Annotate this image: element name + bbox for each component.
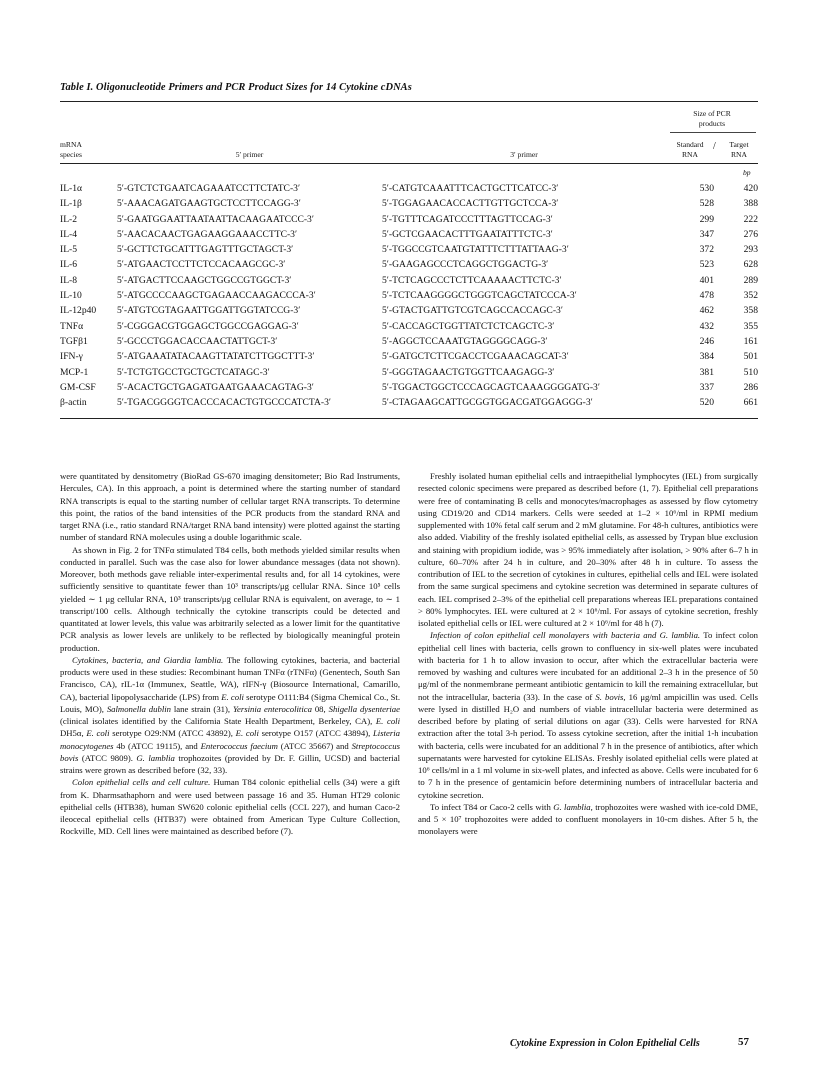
text-run: were quantitated by densitometry (BioRad GS-670 imaging densitometer; Bio Rad Instruments, Hercules, CA). In this approach, a point is determined where the starting number of standard RNA transcripts is equal to the starting number of cellular target RNA transcripts. To determine this point, the ratios of the band intensities of the PCR products from the standard RNA and target RNA (i.e., ratio standard RNA/target RNA band intensity) were plotted against the starting number of standard RNA molecules using a double logarithmic scale.	[60, 471, 400, 543]
target-rna-cell: 293	[743, 244, 758, 256]
standard-rna-cell: 462	[699, 305, 714, 317]
header-mrna: mRNA species	[60, 140, 82, 159]
standard-rna-cell: 478	[699, 290, 714, 302]
primer3-cell: 5′-AGGCTCCAAATGTAGGGGCAGG-3′	[382, 335, 548, 347]
target-rna-cell: 355	[743, 320, 758, 332]
italic-text: Enterococcus faecium	[200, 740, 278, 751]
text-run: To infect colon epithelial cell lines with bacteria, cells grown to confluency in six-well plates were incubated with bacteria for 1 h to allow invasion to occur, after which the extracellular bacteria were removed by washing and cultures were incubated for an additional 2–3 h in the presence of 50 μg/ml of the nonmembrane permeant antibiotic gentamicin to kill the remaining extracellular, but not the intracellular, bacteria (33). In the case of	[418, 630, 759, 702]
paragraph	[60, 470, 400, 544]
italic-text: Cytokines, bacteria, and Giardia lamblia.	[72, 654, 224, 665]
target-rna-cell: 161	[743, 335, 758, 347]
standard-rna-cell: 299	[699, 213, 714, 225]
text-run: The following cytokines, bacteria, and bacterial products were used in these studies: Recombinant human TNFα (rTNFα) (Genentech, South San Francisco, CA), rIL-1α (Immunex, Seattle, WA), rIFN-γ (Biosource International, Camarillo, CA), bacterial lipopolysaccharide (LPS) from	[60, 654, 400, 702]
text-run: serotype O111:B4 (Sigma Chemical Co., St. Louis, MO),	[60, 691, 400, 714]
text-run: Human T84 colonic epithelial cells (34) were a gift from K. Dharmsathaphorn and were used between passage 16 and 35. Human HT29 colonic epithelial cells (HTB38), human SW620 colonic epithelial cells (CCL 227), and human Caco-2 ileocecal epithelial cells (HTB37) were obtained from American Type Culture Collection, Rockville, MD. Cell lines were maintained as described before (7).	[60, 777, 400, 837]
primer3-cell: 5′-CTAGAAGCATTGCGGTGGACGATGGAGGG-3′	[382, 397, 593, 409]
gene-cell: IL-2	[60, 213, 78, 225]
table-row	[60, 212, 758, 227]
gene-cell: IL-6	[60, 259, 78, 271]
primer5-cell: 5′-GTCTCTGAATCAGAAATCCTTCTATC-3′	[117, 183, 301, 194]
primer5-cell: 5′-CGGGACGTGGAGCTGGCCGAGGAG-3′	[117, 320, 299, 332]
primer3-cell: 5′-CACCAGCTGGTTATCTCTCAGCTC-3′	[382, 320, 555, 332]
target-rna-cell: 628	[743, 259, 758, 271]
primer3-cell: 5′-TGGCCGTCAATGTATTTCTTTATTAAG-3′	[382, 244, 569, 256]
text-run: lane strain (31),	[171, 703, 233, 714]
primer5-cell: 5′-AAACAGATGAAGTGCTCCTTCCAGG-3′	[117, 198, 301, 210]
primer5-cell: 5′-TGACGGGGTCACCCACACTGTGCCCATCTA-3′	[117, 397, 331, 409]
target-rna-cell: 286	[743, 381, 758, 393]
italic-text: E. coli	[86, 728, 110, 739]
primer3-cell: 5′-TCTCAAGGGGCTGGGTCAGCTATCCCA-3′	[382, 290, 577, 302]
text-run: serotype O157 (ATCC 43894),	[258, 728, 373, 739]
table-top-rule	[60, 101, 758, 102]
header-standard-rna: Standard RNA	[676, 140, 704, 159]
primer5-cell: 5′-ACACTGCTGAGATGAATGAAACAGTAG-3′	[117, 381, 314, 393]
table-row	[60, 334, 758, 349]
table-row	[60, 227, 758, 242]
standard-rna-cell: 432	[699, 320, 714, 332]
paragraph	[60, 544, 400, 654]
primer3-cell: 5′-GTACTGATTGTCGTCAGCCACCAGC-3′	[382, 305, 563, 317]
gene-cell: IFN-γ	[60, 351, 83, 363]
gene-cell: IL-4	[60, 228, 78, 240]
gene-cell: IL-8	[60, 274, 78, 286]
text-run: (ATCC 9809).	[78, 752, 137, 763]
primer3-cell: 5′-TGGAGAACACCACTTGTTGCTCCA-3′	[382, 198, 559, 210]
header-size-group: Size of PCR products	[693, 109, 731, 128]
target-rna-cell: 289	[743, 274, 758, 286]
italic-text: S. bovis	[595, 691, 624, 702]
running-title: Cytokine Expression in Colon Epithelial Cells	[510, 1038, 700, 1049]
primer3-cell: 5′-GGGTAGAACTGTGGTTCAAGAGG-3′	[382, 366, 555, 378]
header-5-primer: 5′ primer	[235, 150, 264, 159]
unit-bp: bp	[743, 168, 751, 177]
standard-rna-cell: 523	[699, 259, 714, 271]
primer5-cell: 5′-GCCCTGGACACCAACTATTGCT-3′	[117, 335, 278, 347]
italic-text: Yersinia enterocolitica	[232, 703, 312, 714]
italic-text: Listeria monocytogenes	[60, 728, 400, 751]
text-run: As shown in Fig. 2 for TNFα stimulated T84 cells, both methods yielded similar results when conducted in parallel. Such was the case also for lower abundance messages (data not shown). Moreover, both methods gave reliable inter-experimental results and, for all 14 cytokines, were sufficiently sensitive to quantitate fewer than 10³ transcripts/μg cellular RNA. Since 10⁵ cells yielded ∼ 1 μg cellular RNA, 10³ transcripts/μg cellular RNA is equivalent, on average, to ∼ 1 transcript/100 cells. Although technically the cytokine transcripts could be detected and quantitated at lower levels, this value was arbitrarily selected as a lower limit for the quantitative PCR analysis as lower levels are unlikely to be reflected by biologically meaningful protein production.	[60, 544, 400, 653]
page-number: 57	[738, 1036, 749, 1048]
paragraph	[60, 654, 400, 777]
primer5-cell: 5′-TCTGTGCCTGCTGCTCATAGC-3′	[117, 366, 270, 378]
table-row	[60, 257, 758, 272]
primer3-cell: 5′-CATGTCAAATTTCACTGCTTCATCC-3′	[382, 183, 559, 194]
primer3-cell: 5′-TGTTTCAGATCCCTTTAGTTCCAG-3′	[382, 213, 553, 225]
text-run: serotype O29:NM (ATCC 43892),	[109, 728, 236, 739]
gene-cell: IL-1α	[60, 183, 83, 194]
header-sub-rule	[670, 132, 756, 133]
primer3-cell: 5′-GCTCGAACACTTTGAATATTTCTC-3′	[382, 228, 553, 240]
standard-rna-cell: 337	[699, 381, 714, 393]
gene-cell: IL-5	[60, 244, 78, 256]
primer5-cell: 5′-ATGACTTCCAAGCTGGCCGTGGCT-3′	[117, 274, 292, 286]
text-run: , trophozoites were washed with ice-cold DME, and 5 × 10⁷ trophozoites were added to confluent monolayers in 10-cm dishes. After 5 h, the monolayers were	[418, 801, 758, 837]
right-text-column	[418, 470, 758, 838]
gene-cell: IL-10	[60, 290, 82, 302]
gene-cell: TNFα	[60, 320, 84, 332]
table-row	[60, 365, 758, 380]
text-run: , 16 μg/ml ampicillin was used. Cells were lysed in distilled H₂O and numbers of viable intracellular bacteria were determined as described before by plating of serial dilutions on agar (33). Cells were harvested for RNA extraction after the total 3-h period. To assess cytokine secretion, after the initial 1-h incubation with bacteria, cells were incubated for an additional 7 h in the presence of antibiotics, after which supernatants were harvested for cytokine ELISAs. Freshly isolated epithelial cells were plated at 10⁶ cells/ml in a 1 ml volume in six-well plates, and infected as above. Cells were incubated for 6 to 7 h in the presence of gentamicin before determining numbers of intracellular bacteria and cytokine secretion.	[418, 691, 758, 800]
text-run: (ATCC 35667) and	[277, 740, 352, 751]
header-3-primer: 3′ primer	[510, 150, 538, 159]
gene-cell: TGFβ1	[60, 335, 88, 347]
primer-table	[60, 181, 758, 410]
paragraph	[418, 629, 758, 801]
text-run: (clinical isolates identified by the California State Health Department, Berkeley, CA),	[60, 716, 376, 726]
paragraph	[418, 801, 758, 838]
standard-rna-cell: 401	[699, 274, 714, 286]
italic-text: E. coli	[221, 691, 244, 702]
gene-cell: β-actin	[60, 397, 87, 409]
table-caption: Table I. Oligonucleotide Primers and PCR Product Sizes for 14 Cytokine cDNAs	[60, 82, 412, 93]
standard-rna-cell: 520	[699, 397, 714, 409]
primer5-cell: 5′-AACACAACTGAGAAGGAAACCTTC-3′	[117, 228, 298, 240]
primer3-cell: 5′-TGGACTGGCTCCCAGCAGTCAAAGGGGATG-3′	[382, 381, 600, 393]
standard-rna-cell: 372	[699, 244, 714, 256]
target-rna-cell: 352	[743, 290, 758, 302]
text-run: 08,	[311, 703, 329, 714]
gene-cell: IL-1β	[60, 198, 82, 210]
gene-cell: MCP-1	[60, 366, 89, 378]
standard-rna-cell: 246	[699, 335, 714, 347]
gene-cell: IL-12p40	[60, 305, 97, 317]
target-rna-cell: 510	[743, 366, 758, 378]
text-run: To infect T84 or Caco-2 cells with	[430, 801, 554, 812]
table-row	[60, 380, 758, 395]
table-row	[60, 242, 758, 257]
text-run: Freshly isolated human epithelial cells and intraepithelial lymphocytes (IEL) from surgically resected colonic specimens were prepared as described before (1, 7). Epithelial cell preparations were free of contaminating B cells and monocytes/macrophages as assessed by flow cytometry using CD19/20 and CD14 markers. Cells were seeded at 1–2 × 10⁶/ml in RPMI medium supplemented with 10% fetal calf serum and 2 mM glutamine. For 48-h cultures, antibiotics were also added. Viability of the freshly isolated epithelial cells, as assessed by Trypan blue exclusion and staining with propidium iodide, was > 95% immediately after isolation, > 90% after 6–7 h in culture, 60–70% after 24 h in culture, and 20–30% after 48 h in culture. To assess the contribution of IEL to the secretion of cytokines in cultures, epithelial cells and IEL were isolated from the same surgical specimens and cytokine secretion was determined in separate cultures of each. IEL comprised 2–3% of the epithelial cell preparations whereas IEL preparations contained > 80% lymphocytes. IEL were cultured at 2 × 10⁶/ml. For assays of cytokine secretion, freshly isolated epithelial cells or IEL were cultured at 2 × 10⁶/ml for 48 h (7).	[418, 471, 758, 628]
italic-text: G. lamblia	[553, 801, 591, 812]
primer5-cell: 5′-ATGAAATATACAAGTTATATCTTGGCTTT-3′	[117, 351, 315, 363]
table-header-rule	[60, 163, 758, 164]
standard-rna-cell: 381	[699, 366, 714, 378]
target-rna-cell: 276	[743, 228, 758, 240]
primer5-cell: 5′-GAATGGAATTAATAATTACAAGAATCCC-3′	[117, 213, 314, 225]
italic-text: Streptococcus bovis	[60, 740, 400, 763]
text-run: 4b (ATCC 19115), and	[113, 740, 201, 751]
target-rna-cell: 420	[743, 183, 758, 194]
italic-text: E. coli	[235, 728, 259, 739]
gene-cell: GM-CSF	[60, 381, 96, 393]
italic-text: Colon epithelial cells and cell culture.	[72, 777, 211, 788]
left-text-column	[60, 470, 400, 838]
primer3-cell: 5′-TCTCAGCCCTCTTCAAAAACTTCTC-3′	[382, 274, 562, 286]
table-bottom-rule	[60, 418, 758, 419]
table-row	[60, 196, 758, 211]
primer3-cell: 5′-GAAGAGCCCTCAGGCTGGACTG-3′	[382, 259, 549, 271]
text-run: DH5α,	[60, 728, 87, 739]
paragraph	[60, 776, 400, 837]
table-row	[60, 273, 758, 288]
standard-rna-cell: 530	[699, 183, 714, 194]
table-row	[60, 395, 758, 410]
header-slash: /	[713, 141, 716, 152]
primer3-cell: 5′-GATGCTCTTCGACCTCGAAACAGCAT-3′	[382, 351, 569, 363]
target-rna-cell: 222	[743, 213, 758, 225]
italic-text: Shigella dysenteriae	[328, 703, 400, 714]
italic-text: Infection of colon epithelial cell monolayers with bacteria and G. lamblia.	[430, 630, 701, 641]
paragraph	[418, 470, 758, 629]
target-rna-cell: 661	[743, 397, 758, 409]
target-rna-cell: 358	[743, 305, 758, 317]
primer5-cell: 5′-GCTTCTGCATTTGAGTTTGCTAGCT-3′	[117, 244, 294, 256]
italic-text: E. coli	[375, 716, 400, 726]
target-rna-cell: 501	[743, 351, 758, 363]
standard-rna-cell: 528	[699, 198, 714, 210]
standard-rna-cell: 347	[699, 228, 714, 240]
primer5-cell: 5′-ATGAACTCCTTCTCCACAAGCGC-3′	[117, 259, 286, 271]
primer5-cell: 5′-ATGTCGTAGAATTGGATTGGTATCCG-3′	[117, 305, 301, 317]
italic-text: G. lamblia	[136, 752, 175, 763]
standard-rna-cell: 384	[699, 351, 714, 363]
text-run: trophozoites (provided by Dr. F. Gillin, UCSD) and bacterial strains were grown as described before (32, 33).	[60, 752, 400, 775]
table-row	[60, 303, 758, 318]
table-row	[60, 349, 758, 364]
table-row	[60, 319, 758, 334]
target-rna-cell: 388	[743, 198, 758, 210]
italic-text: Salmonella dublin	[106, 703, 171, 714]
table-row	[60, 288, 758, 303]
header-target-rna: Target RNA	[729, 140, 749, 159]
primer5-cell: 5′-ATGCCCCAAGCTGAGAACCAAGACCCA-3′	[117, 290, 316, 302]
table-row	[60, 181, 758, 196]
